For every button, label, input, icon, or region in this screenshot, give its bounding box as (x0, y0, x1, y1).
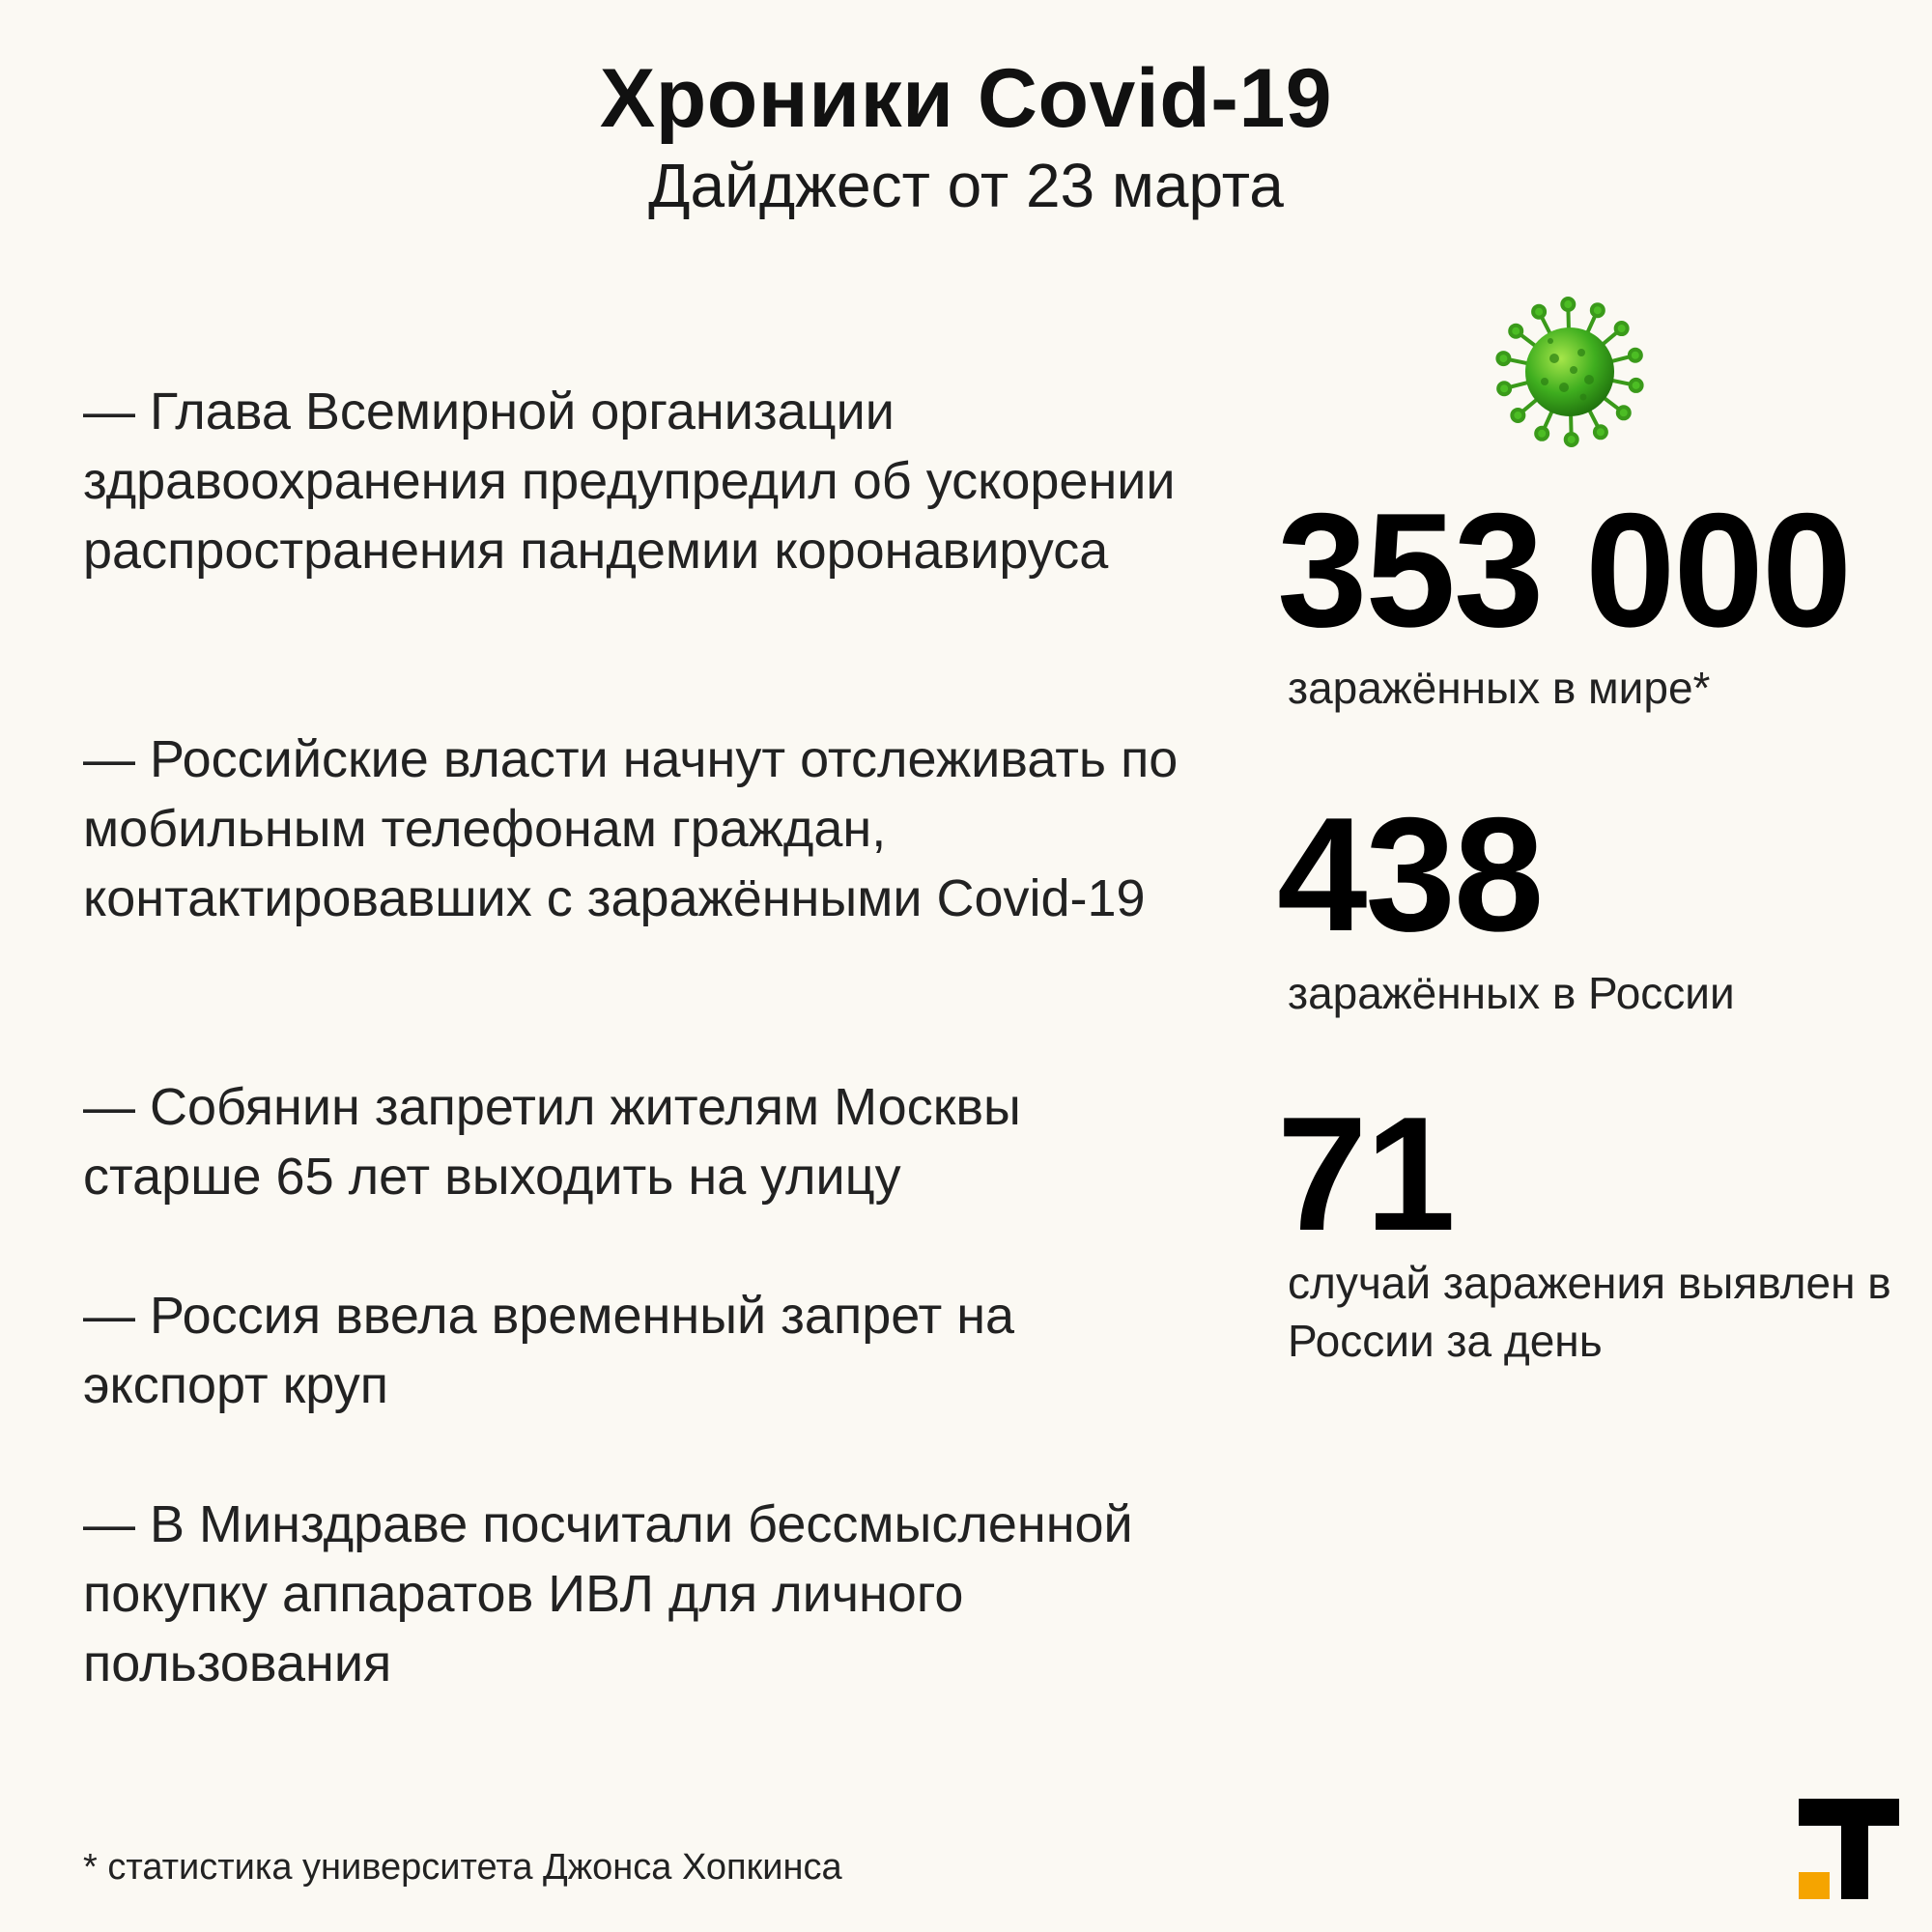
news-item: — Российские власти начнут отслеживать по мобильным телефонам граждан, контактировавших с заражёнными Covid-19 (83, 730, 1179, 927)
virus-spike-tip (1618, 407, 1630, 418)
stat-daily-value: 71 (1277, 1083, 1454, 1264)
stat-russia-value: 438 (1277, 783, 1543, 965)
virus-spike-tip (1562, 298, 1574, 310)
t-logo (1799, 1799, 1899, 1899)
news-item: — Глава Всемирной организации здравоохранения предупредил об ускорении распространения пандемии коронавируса (83, 383, 1176, 580)
virus-spike-tip (1566, 434, 1577, 445)
virus-spike-tip (1510, 326, 1521, 337)
page-subtitle: Дайджест от 23 марта (648, 151, 1284, 220)
stat-world-value: 353 000 (1277, 479, 1851, 661)
stat-world-label: заражённых в мире* (1288, 663, 1711, 713)
virus-spike-tip (1616, 323, 1628, 334)
news-item: — Россия ввела временный запрет на экспорт круп (83, 1287, 1015, 1414)
stat-russia-label: заражённых в России (1288, 968, 1735, 1018)
page-title: Хроники Covid-19 (599, 52, 1333, 145)
virus-spike-tip (1630, 350, 1641, 361)
virus-spike-tip (1592, 304, 1604, 316)
virus-spike-tip (1595, 426, 1606, 438)
virus-spike-tip (1536, 428, 1548, 440)
virus-spike-tip (1497, 353, 1509, 364)
virus-spike-tip (1533, 306, 1545, 318)
footnote: * статистика университета Джонса Хопкинса (83, 1847, 842, 1888)
coronavirus-icon (1488, 290, 1652, 454)
header (0, 50, 1932, 224)
news-item: — Собянин запретил жителям Москвы старше 65 лет выходить на улицу (83, 1078, 1021, 1206)
virus-spike-tip (1631, 380, 1642, 391)
news-item: — В Минздраве посчитали бессмысленной покупку аппаратов ИВЛ для личного пользования (83, 1495, 1133, 1692)
stat-daily-label: случай заражения выявлен в России за день (1288, 1258, 1891, 1366)
virus-spike-tip (1498, 383, 1510, 394)
virus-spike-tip (1512, 410, 1523, 421)
